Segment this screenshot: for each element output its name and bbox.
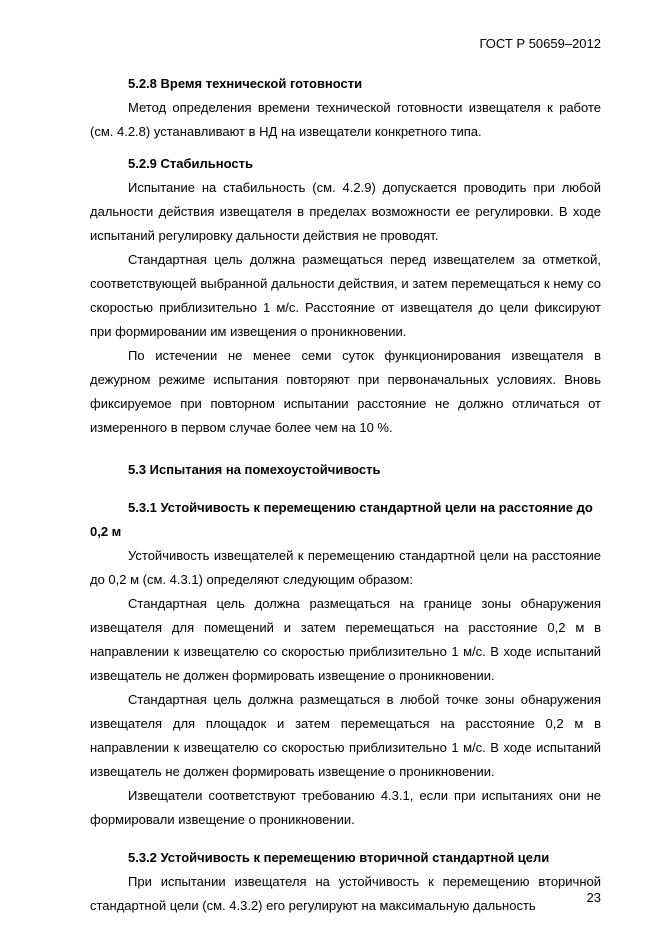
heading-5-3: 5.3 Испытания на помехоустойчивость: [128, 462, 381, 477]
heading-5-2-9: 5.2.9 Стабильность: [128, 156, 253, 171]
heading-5-2-8: 5.2.8 Время технической готовности: [128, 76, 363, 91]
heading-5-3-2: 5.3.2 Устойчивость к перемещению вторичной стандартной цели: [128, 850, 550, 865]
paragraph: Извещатели соответствуют требованию 4.3.1, если при испытаниях они не формировали извещение о проникновении.: [90, 788, 601, 827]
paragraph: Стандартная цель должна размещаться на границе зоны обнаружения извещателя для помещений и затем перемещаться на расстояние 0,2 м в направлении к извещателю со скоростью приблизительно 1 м/с. В ходе испытаний извещатель не должен формировать извещение о проникновении.: [90, 596, 601, 683]
paragraph: По истечении не менее семи суток функционирования извещателя в дежурном режиме испытания повторяют при первоначальных условиях. Вновь фиксируемое при повторном испытании расстояние не должно отличаться от измеренного в первом случае более чем на 10 %.: [90, 348, 601, 435]
paragraph: Стандартная цель должна размещаться в любой точке зоны обнаружения извещателя для площадок и затем перемещаться на расстояние 0,2 м в направлении к извещателю со скоростью приблизительно 1 м/с. В ходе испытаний извещатель не должен формировать извещение о проникновении.: [90, 692, 601, 779]
document-body: [90, 72, 601, 918]
paragraph: Испытание на стабильность (см. 4.2.9) допускается проводить при любой дальности действия извещателя в пределах возможности ее регулировки. В ходе испытаний регулировку дальности действия не проводят.: [90, 180, 601, 243]
page-number: 23: [586, 890, 601, 905]
running-header: ГОСТ Р 50659–2012: [479, 36, 601, 51]
heading-5-3-1: 5.3.1 Устойчивость к перемещению стандартной цели на расстояние до 0,2 м: [90, 500, 593, 539]
paragraph: Устойчивость извещателей к перемещению стандартной цели на расстояние до 0,2 м (см. 4.3.1) определяют следующим образом:: [90, 548, 601, 587]
paragraph: Метод определения времени технической готовности извещателя к работе (см. 4.2.8) устанавливают в НД на извещатели конкретного типа.: [90, 100, 601, 139]
paragraph: При испытании извещателя на устойчивость к перемещению вторичной стандартной цели (см. 4.3.2) его регулируют на максимальную дальность: [90, 874, 601, 913]
paragraph: Стандартная цель должна размещаться перед извещателем за отметкой, соответствующей выбранной дальности действия, и затем перемещаться к нему со скоростью приблизительно 1 м/с. Расстояние от извещателя до цели фиксируют при формировании им извещения о проникновении.: [90, 252, 601, 339]
